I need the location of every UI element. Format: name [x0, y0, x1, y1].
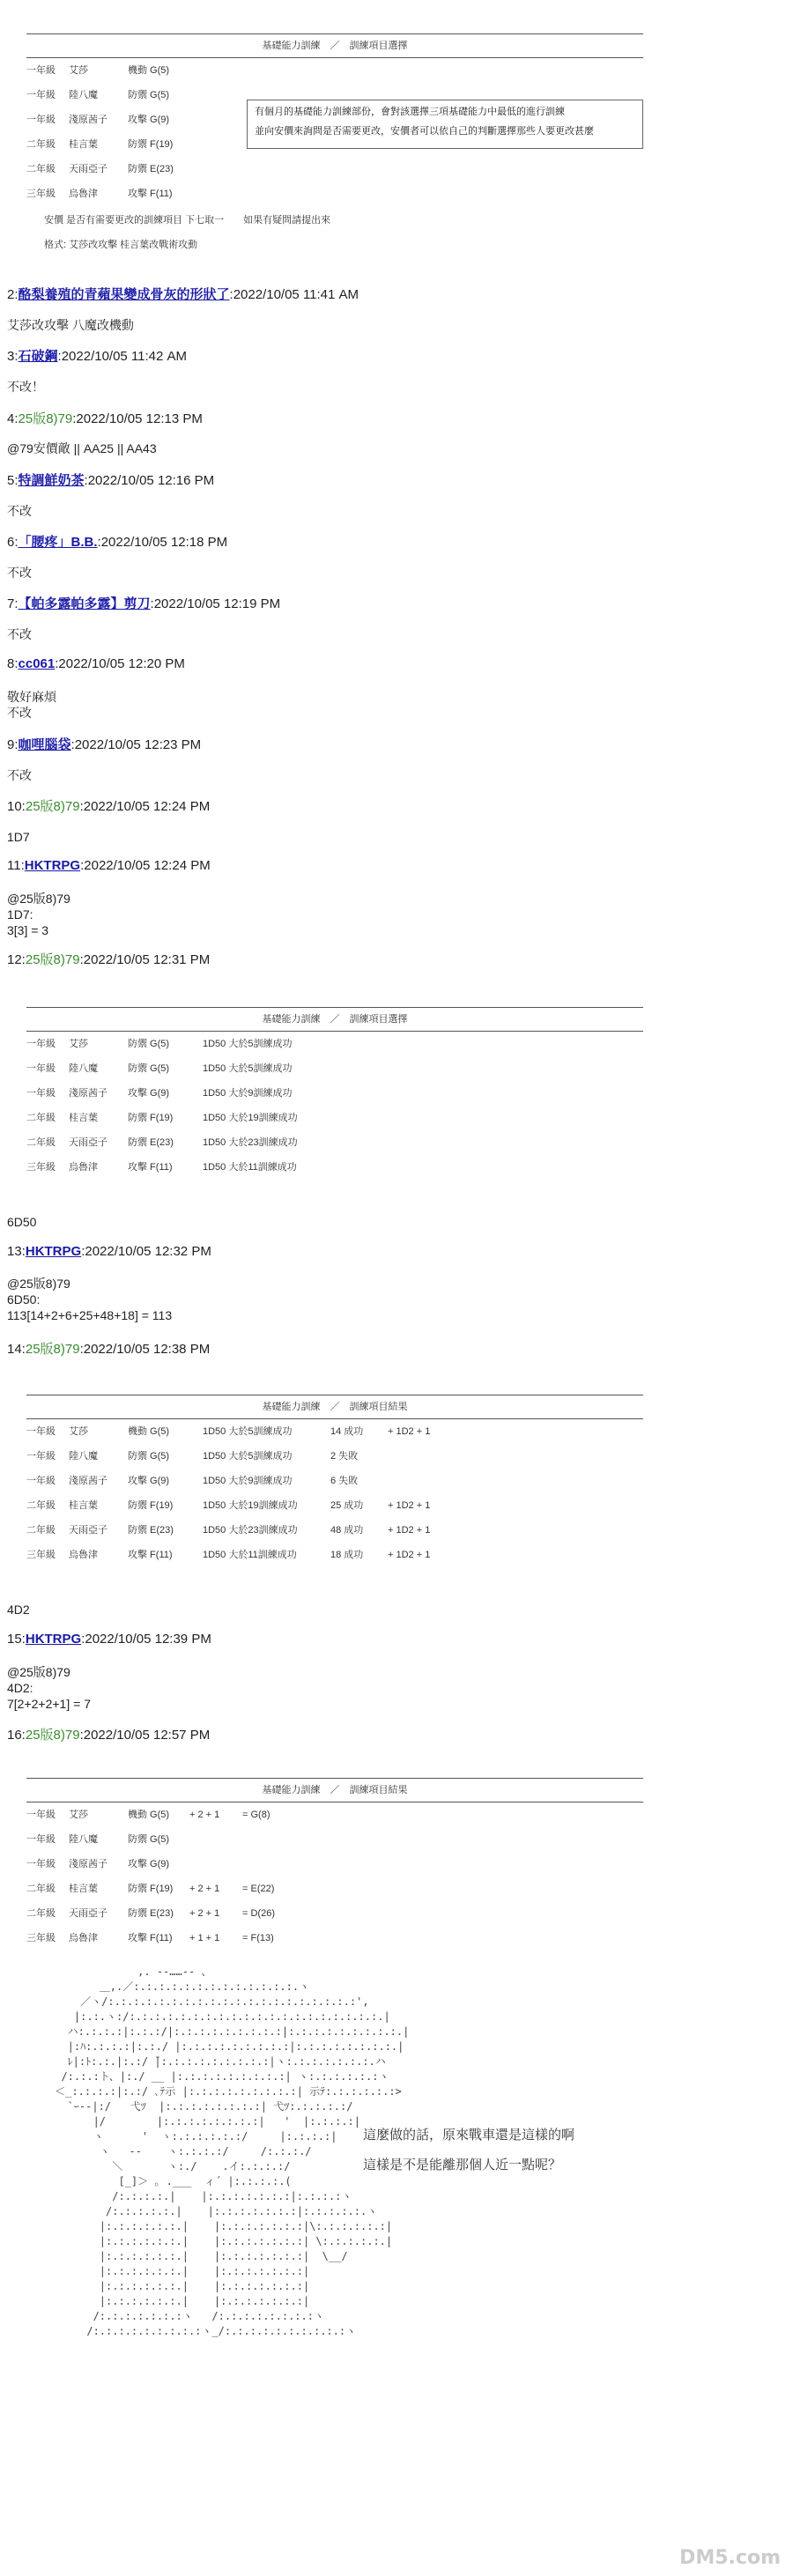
- table-cell: 桂言葉: [69, 1500, 98, 1511]
- table-cell: 1D50 大於19訓練成功: [203, 1500, 298, 1511]
- table-cell: 防禦 E(23): [128, 1908, 174, 1919]
- post-header: [7, 285, 359, 303]
- table-cell: 陸八魔: [69, 1451, 98, 1462]
- table-cell: 攻擊 G(9): [128, 1476, 170, 1486]
- table-cell: 一年級: [26, 65, 56, 76]
- post-number: 13:: [7, 1244, 26, 1259]
- poster-name-link[interactable]: 「腰疼」B.B.: [18, 535, 98, 550]
- post-time: :2022/10/05 12:31 PM: [79, 952, 211, 967]
- table-cell: 三年級: [26, 1933, 56, 1943]
- post-time: :2022/10/05 12:39 PM: [81, 1632, 211, 1647]
- table-row: [26, 1106, 643, 1130]
- table-cell: 一年級: [26, 90, 56, 100]
- post-body: 不改: [7, 627, 32, 641]
- table-cell: 天雨亞子: [69, 1908, 107, 1919]
- table-row: [26, 1081, 643, 1106]
- post-header: [7, 1632, 211, 1647]
- post-header: [7, 858, 211, 873]
- table-cell: 淺原茜子: [69, 1088, 107, 1099]
- post-number: 12:: [7, 952, 26, 967]
- table-cell: 烏魯津: [69, 1162, 98, 1173]
- table-cell: + 2 + 1: [189, 1884, 220, 1894]
- poster-name-link[interactable]: HKTRPG: [24, 858, 81, 873]
- table-cell: 攻擊 F(11): [128, 189, 173, 199]
- post-header: [7, 532, 227, 551]
- table-cell: 二年級: [26, 1525, 56, 1536]
- table-row: [26, 1419, 643, 1444]
- table-cell: 攻擊 G(9): [128, 115, 170, 125]
- table-title: 基礎能力訓練 ／ 訓練項目結果: [26, 1395, 643, 1419]
- post-number: 7:: [7, 596, 19, 611]
- table-cell: 防禦 G(5): [128, 1063, 170, 1074]
- post-body: 1D7: [7, 830, 30, 844]
- table-cell: = F(13): [242, 1933, 274, 1943]
- table-row: [26, 1155, 643, 1180]
- table-cell: 淺原茜子: [69, 115, 107, 125]
- table-row: [26, 181, 643, 206]
- table-cell: 一年級: [26, 115, 56, 125]
- post-header: [7, 1244, 211, 1259]
- post-time: :2022/10/05 12:13 PM: [72, 411, 203, 426]
- table-cell: 防禦 G(5): [128, 1451, 170, 1462]
- training-table-4: [26, 1778, 643, 1951]
- table-cell: 1D50 大於5訓練成功: [203, 1063, 293, 1074]
- table-cell: 1D50 大於23訓練成功: [203, 1525, 298, 1536]
- post-header: [7, 1339, 210, 1358]
- table-cell: 防禦 G(5): [128, 1834, 170, 1845]
- table-row: [26, 157, 643, 181]
- table-cell: 1D50 大於5訓練成功: [203, 1039, 293, 1049]
- table-cell: 二年級: [26, 1137, 56, 1148]
- post-time: :2022/10/05 12:38 PM: [79, 1342, 211, 1357]
- table-cell: 2 失敗: [330, 1451, 359, 1462]
- table-cell: + 2 + 1: [189, 1810, 220, 1820]
- post-time: :2022/10/05 11:41 AM: [229, 287, 359, 302]
- table-cell: 攻擊 F(11): [128, 1933, 173, 1943]
- table-cell: 艾莎: [69, 1810, 88, 1820]
- table-cell: 機動 G(5): [128, 1810, 170, 1820]
- training-table-2: [26, 1007, 643, 1180]
- post-header: [7, 594, 280, 612]
- post-header: [7, 796, 210, 815]
- table-cell: 機動 G(5): [128, 1426, 170, 1437]
- post-number: 4:: [7, 411, 19, 426]
- table-cell: = G(8): [242, 1810, 271, 1820]
- table-cell: 三年級: [26, 189, 56, 199]
- table-cell: 二年級: [26, 1113, 56, 1123]
- table-cell: 烏魯津: [69, 189, 98, 199]
- poster-name-link[interactable]: cc061: [18, 656, 56, 671]
- table-cell: 一年級: [26, 1039, 56, 1049]
- site-logo: DM5.com: [679, 2547, 781, 2569]
- table-cell: 艾莎: [69, 65, 88, 76]
- table-row: [26, 1469, 643, 1493]
- post-body: 不改: [7, 566, 32, 580]
- table-row: [26, 1901, 643, 1926]
- table-row: [26, 58, 643, 83]
- table-cell: + 1D2 + 1: [388, 1550, 431, 1560]
- table-cell: 天雨亞子: [69, 1525, 107, 1536]
- post-time: :2022/10/05 12:18 PM: [97, 535, 228, 550]
- table-row: [26, 1852, 643, 1876]
- table-cell: 二年級: [26, 1500, 56, 1511]
- table-cell: 淺原茜子: [69, 1859, 107, 1869]
- post-header: [7, 409, 203, 427]
- table-cell: 48 成功: [330, 1525, 364, 1536]
- table-cell: 防禦 F(19): [128, 1500, 174, 1511]
- post-body: @25版8)79 6D50: 113[14+2+6+25+48+18] = 113: [7, 1277, 173, 1322]
- table-cell: 6 失敗: [330, 1476, 359, 1486]
- post-time: :2022/10/05 12:24 PM: [79, 799, 211, 814]
- post-body: @79安價敵 || AA25 || AA43: [7, 441, 157, 455]
- poster-name: 25版8)79: [25, 1728, 80, 1743]
- post-number: 2:: [7, 287, 19, 302]
- table-cell: 1D50 大於11訓練成功: [203, 1162, 297, 1173]
- table-cell: 攻擊 F(11): [128, 1162, 173, 1173]
- table-row: [26, 1032, 643, 1056]
- post-body: @25版8)79 1D7: 3[3] = 3: [7, 892, 70, 937]
- poster-name-link[interactable]: HKTRPG: [25, 1244, 82, 1259]
- table-cell: 淺原茜子: [69, 1476, 107, 1486]
- table-cell: 1D50 大於5訓練成功: [203, 1451, 293, 1462]
- table-cell: + 1D2 + 1: [388, 1426, 431, 1437]
- table-cell: = D(26): [242, 1908, 275, 1919]
- poster-name-link[interactable]: HKTRPG: [25, 1632, 82, 1647]
- table-cell: 防禦 G(5): [128, 90, 170, 100]
- post-number: 10:: [7, 799, 26, 814]
- table-row: [26, 1876, 643, 1901]
- table-cell: 攻擊 G(9): [128, 1859, 170, 1869]
- post-body: 不改: [7, 768, 32, 782]
- table-cell: 一年級: [26, 1476, 56, 1486]
- table-cell: 二年級: [26, 164, 56, 174]
- poster-name-link[interactable]: 咖哩腦袋: [18, 737, 71, 752]
- table-cell: 一年級: [26, 1426, 56, 1437]
- table-cell: 一年級: [26, 1088, 56, 1099]
- table-cell: 1D50 大於19訓練成功: [203, 1113, 298, 1123]
- poster-name: 25版8)79: [18, 411, 73, 426]
- table-cell: 陸八魔: [69, 1834, 98, 1845]
- table-cell: 1D50 大於9訓練成功: [203, 1088, 293, 1099]
- table-cell: 攻擊 G(9): [128, 1088, 170, 1099]
- post-number: 8:: [7, 656, 19, 671]
- post-number: 3:: [7, 349, 19, 364]
- table-row: [26, 1493, 643, 1518]
- table-cell: 14 成功: [330, 1426, 364, 1437]
- table-cell: 防禦 E(23): [128, 1137, 174, 1148]
- table-cell: 陸八魔: [69, 1063, 98, 1074]
- table-row: [26, 1543, 643, 1567]
- post-number: 5:: [7, 473, 19, 488]
- post-body: 敬好麻煩 不改: [7, 690, 56, 720]
- post-time: :2022/10/05 12:24 PM: [80, 858, 211, 873]
- poster-name-link[interactable]: 石破鋼: [18, 349, 58, 364]
- poster-name-link[interactable]: 【帕多露帕多露】剪刀: [18, 596, 151, 611]
- speech-line: 這樣是不是能離那個人近一點呢？: [363, 2158, 562, 2173]
- post-time: :2022/10/05 11:42 AM: [57, 349, 188, 364]
- table-row: [26, 1130, 643, 1155]
- table-cell: 一年級: [26, 1834, 56, 1845]
- post-body: @25版8)79 4D2: 7[2+2+2+1] = 7: [7, 1665, 91, 1711]
- ascii-art-character: ,. -‐……‐- 、 ＿,.／:.:.:.:.:.:.:.:.:.:.:.:.:.ヽ ／ヽ/:.:.:.:.:.:.:.:.:.:.:.:.:.:.:.:.:.:.:.:', |:.:.ヽ:/:.:.:.:.:.:.:.:.:.:.:.:.:.:.:.:.:.:.:.:.| ハ:.:.:.:|:.:.:/|:.:.:.:.:.:.:.:.:|:.:.:.:.:.:.:.:.:.| |:ﾊ:.:.:.:|:.:./ |:.:.:.:.:.:.:.:.:|:.:.:.:.:.:.:.:.| ﾚ|:ﾄ:.:.|:.:/ ̄|:.:.:.:.:.:.:.:.:|ヽ:.:.:.:.:.:.:.ハ /:.:.:ト、|:./ __ |:.:.:.:.:.:.:.:.:| ヽ:.:.:.:.:.:ヽ ＜_:.:.:.:|:.:/ ､ﾃ示 |:.:.:.:.:.:.:.:.:| 示ﾃ:.:.:.:.:.:> `ｰ‐-|:/ 弋ﾂ |:.:.:.:.:.:.:.:| 弋ﾂ:.:.:.:.:/ |/ |:.:.:.:.:.:.:.:| ' |:.:.:.:| ヽ ' ヽ:.:.:.:.:.:/ |:.:.:.:| ヽ ‐- ヽ:.:.:.:/ /:.:.:./ ＼ ヽ:./ .イ:.:.:.:/ [_]＞ ｡ .___ ィ´ |:.:.:.:.( /:.:.:.:.| |:.:.:.:.:.:.:|:.:.:.:ヽ /:.:.:.:.:.| |:.:.:.:.:.:.:|:.:.:.:.:.ヽ |:.:.:.:.:.:.| |:.:.:.:.:.:.:|\:.:.:.:.:.:| |:.:.:.:.:.:.| |:.:.:.:.:.:.:| \:.:.:.:.:.| |:.:.:.:.:.:.| |:.:.:.:.:.:.:| \__/ |:.:.:.:.:.:.| |:.:.:.:.:.:.:| |:.:.:.:.:.:.| |:.:.:.:.:.:.:| |:.:.:.:.:.:.| |:.:.:.:.:.:.:| /:.:.:.:.:.:.:ヽ /:.:.:.:.:.:.:.:ヽ /:.:.:.:.:.:.:.:.:ヽ_/:.:.:.:.:.:.:.:.:.:ヽ: [55, 1965, 410, 2337]
- table-cell: 桂言葉: [69, 1884, 98, 1894]
- table-cell: 防禦 G(5): [128, 1039, 170, 1049]
- table-cell: 一年級: [26, 1063, 56, 1074]
- post-time: :2022/10/05 12:16 PM: [84, 473, 215, 488]
- table-cell: 艾莎: [69, 1426, 88, 1437]
- post-header: [7, 1725, 210, 1743]
- table-cell: 二年級: [26, 1908, 56, 1919]
- table-cell: = E(22): [242, 1884, 275, 1894]
- table-cell: 1D50 大於11訓練成功: [203, 1550, 297, 1560]
- table-title: 基礎能力訓練 ／ 訓練項目選擇: [26, 33, 643, 58]
- table-row: [26, 1518, 643, 1543]
- table-cell: 天雨亞子: [69, 1137, 107, 1148]
- table-cell: + 1D2 + 1: [388, 1500, 431, 1511]
- table-cell: 1D50 大於5訓練成功: [203, 1426, 293, 1437]
- table-row: [26, 1056, 643, 1081]
- post-body: 6D50: [7, 1215, 37, 1229]
- post-header: [7, 470, 214, 489]
- table-cell: 艾莎: [69, 1039, 88, 1049]
- table-cell: 防禦 F(19): [128, 139, 174, 150]
- footnote: 安價 是否有需要更改的訓練項目 下七取一 如果有疑問請提出來: [44, 215, 331, 226]
- post-header: [7, 346, 187, 365]
- table-cell: 烏魯津: [69, 1550, 98, 1560]
- table-cell: 18 成功: [330, 1550, 364, 1560]
- table-cell: 防禦 E(23): [128, 1525, 174, 1536]
- table-row: [26, 1802, 643, 1827]
- post-body: 不改: [7, 504, 32, 518]
- post-body: 艾莎改攻擊 八魔改機動: [7, 318, 134, 332]
- table-cell: 1D50 大於9訓練成功: [203, 1476, 293, 1486]
- post-body: 4D2: [7, 1603, 30, 1617]
- note-line: 有個月的基礎能力訓練部份，會對該選擇三項基礎能力中最低的進行訓練: [255, 107, 565, 117]
- post-header: [7, 950, 210, 968]
- table-cell: 桂言葉: [69, 1113, 98, 1123]
- table-cell: + 1 + 1: [189, 1933, 220, 1943]
- post-time: :2022/10/05 12:19 PM: [150, 596, 281, 611]
- poster-name: 25版8)79: [25, 952, 80, 967]
- post-time: :2022/10/05 12:20 PM: [55, 656, 185, 671]
- poster-name: 25版8)79: [25, 1342, 80, 1357]
- training-table-3: [26, 1395, 643, 1567]
- table-row: [26, 1827, 643, 1852]
- table-cell: + 2 + 1: [189, 1908, 220, 1919]
- table-cell: 三年級: [26, 1550, 56, 1560]
- table-title: 基礎能力訓練 ／ 訓練項目結果: [26, 1778, 643, 1802]
- table-cell: 天雨亞子: [69, 164, 107, 174]
- footnote: 格式: 艾莎改攻擊 桂言葉改戰術攻動: [44, 240, 198, 250]
- table-cell: 陸八魔: [69, 90, 98, 100]
- post-time: :2022/10/05 12:57 PM: [79, 1728, 211, 1743]
- table-cell: 一年級: [26, 1859, 56, 1869]
- note-line: 並向安價來詢問是否需要更改，安價者可以依自己的判斷選擇那些人要更改甚麼: [255, 126, 594, 137]
- table-cell: 桂言葉: [69, 139, 98, 150]
- table-cell: 防禦 F(19): [128, 1884, 174, 1894]
- post-body: 不改！: [7, 380, 44, 394]
- table-row: [26, 1444, 643, 1469]
- post-number: 9:: [7, 737, 19, 752]
- note-box: [247, 100, 643, 149]
- table-cell: + 1D2 + 1: [388, 1525, 431, 1536]
- table-cell: 攻擊 F(11): [128, 1550, 173, 1560]
- post-number: 6:: [7, 535, 19, 550]
- table-cell: 二年級: [26, 139, 56, 150]
- table-cell: 25 成功: [330, 1500, 364, 1511]
- poster-name-link[interactable]: 特調鮮奶茶: [18, 473, 85, 488]
- table-cell: 二年級: [26, 1884, 56, 1894]
- post-time: :2022/10/05 12:23 PM: [70, 737, 202, 752]
- table-row: [26, 1926, 643, 1951]
- table-cell: 一年級: [26, 1451, 56, 1462]
- post-header: [7, 735, 201, 753]
- table-cell: 三年級: [26, 1162, 56, 1173]
- poster-name-link[interactable]: 酪梨養殖的青蘋果變成骨灰的形狀了: [18, 287, 230, 302]
- table-cell: 一年級: [26, 1810, 56, 1820]
- post-time: :2022/10/05 12:32 PM: [81, 1244, 211, 1259]
- table-cell: 烏魯津: [69, 1933, 98, 1943]
- post-number: 15:: [7, 1632, 26, 1647]
- table-cell: 機動 G(5): [128, 65, 170, 76]
- post-number: 16:: [7, 1728, 26, 1743]
- table-cell: 防禦 F(19): [128, 1113, 174, 1123]
- poster-name: 25版8)79: [25, 799, 80, 814]
- table-cell: 1D50 大於23訓練成功: [203, 1137, 298, 1148]
- post-number: 11:: [7, 858, 25, 873]
- table-cell: 防禦 E(23): [128, 164, 174, 174]
- table-title: 基礎能力訓練 ／ 訓練項目選擇: [26, 1007, 643, 1032]
- post-number: 14:: [7, 1342, 26, 1357]
- post-header: [7, 656, 185, 671]
- speech-line: 這麼做的話，原來戰車還是這樣的啊: [363, 2128, 575, 2143]
